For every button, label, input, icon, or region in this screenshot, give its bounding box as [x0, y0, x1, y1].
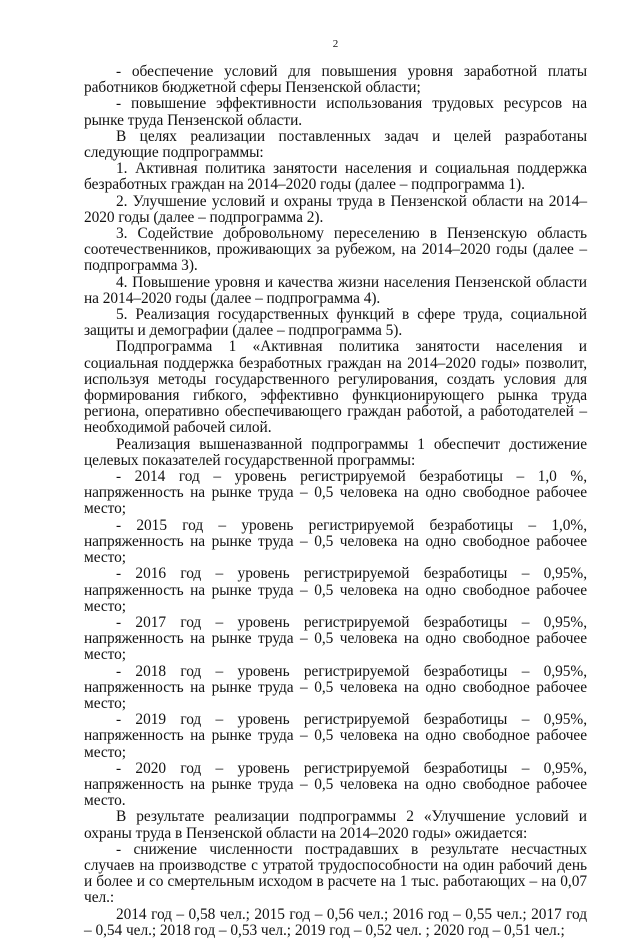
list-item-target-2016: - 2016 год – уровень регистрируемой безработицы – 0,95%, напряженность на рынке труда – 0,5 человека на одно свободное рабочее место;: [84, 565, 587, 615]
paragraph-subprogram-2-results: В результате реализации подпрограммы 2 «Улучшение условий и охраны труда в Пензенской области на 2014–2020 годы» ожидается:: [84, 808, 587, 842]
list-item-injury-reduction: - снижение численности пострадавших в результате несчастных случаев на производстве с утратой трудоспособности на один рабочий день и более и со смертельным исходом в расчете на 1 тыс. работающих – на 0,07 чел.:: [84, 840, 587, 907]
list-item-subprogram-5: 5. Реализация государственных функций в сфере труда, социальной защиты и демографии (далее – подпрограмма 5).: [84, 306, 587, 340]
list-item-subprogram-2: 2. Улучшение условий и охраны труда в Пензенской области на 2014–2020 годы (далее – подпрограмма 2).: [84, 192, 587, 226]
list-item-target-2017: - 2017 год – уровень регистрируемой безработицы – 0,95%, напряженность на рынке труда – 0,5 человека на одно свободное рабочее место;: [84, 613, 587, 664]
list-item-target-2018: - 2018 год – уровень регистрируемой безработицы – 0,95%, напряженность на рынке труда – 0,5 человека на одно свободное рабочее место;: [84, 662, 587, 712]
list-item-target-2020: - 2020 год – уровень регистрируемой безработицы – 0,95%, напряженность на рынке труда – 0,5 человека на одно свободное рабочее место.: [84, 759, 587, 810]
list-item-target-2014: - 2014 год – уровень регистрируемой безработицы – 1,0 %, напряженность на рынке труда – 0,5 человека на одно свободное рабочее место;: [84, 468, 587, 518]
paragraph-injury-values-by-year: 2014 год – 0,58 чел.; 2015 год – 0,56 чел.; 2016 год – 0,55 чел.; 2017 год – 0,54 чел.; 2018 год – 0,53 чел.; 2019 год – 0,52 чел. ; 2020 год – 0,51 чел.;: [84, 905, 587, 939]
paragraph-subprograms-intro: В целях реализации поставленных задач и целей разработаны следующие подпрограммы:: [84, 127, 587, 162]
list-item-target-2015: - 2015 год – уровень регистрируемой безработицы – 1,0%, напряженность на рынке труда – 0,5 человека на одно свободное рабочее место;: [84, 516, 587, 567]
list-item-subprogram-1: 1. Активная политика занятости населения и социальная поддержка безработных граждан на 2014–2020 годы (далее – подпрограмма 1).: [84, 160, 587, 194]
paragraph-subprogram-1-description: Подпрограмма 1 «Активная политика занятости населения и социальная поддержка безработных граждан на 2014–2020 годы» позволит, используя методы государственного регулирования, создать условия для формирования гибкого, эффективно функционирующего рынка труда региона, оперативно обеспечивающего граждан работой, а работодателей – необходимой рабочей силой.: [84, 338, 587, 437]
paragraph-salary-conditions: - обеспечение условий для повышения уровня заработной платы работников бюджетной сферы Пензенской области;: [84, 63, 587, 97]
paragraph-targets-intro: Реализация вышеназванной подпрограммы 1 обеспечит достижение целевых показателей государственной программы:: [84, 435, 587, 469]
list-item-target-2019: - 2019 год – уровень регистрируемой безработицы – 0,95%, напряженность на рынке труда – 0,5 человека на одно свободное рабочее место;: [84, 711, 587, 761]
paragraph-labor-efficiency: - повышение эффективности использования трудовых ресурсов на рынке труда Пензенской области.: [84, 95, 587, 129]
list-item-subprogram-3: 3. Содействие добровольному переселению в Пензенскую область соотечественников, проживающих за рубежом, на 2014–2020 годы (далее – подпрограмма 3).: [84, 225, 587, 275]
document-body: [84, 64, 587, 939]
list-item-subprogram-4: 4. Повышение уровня и качества жизни населения Пензенской области на 2014–2020 годы (далее – подпрограмма 4).: [84, 273, 587, 307]
page-number: 2: [332, 38, 339, 50]
